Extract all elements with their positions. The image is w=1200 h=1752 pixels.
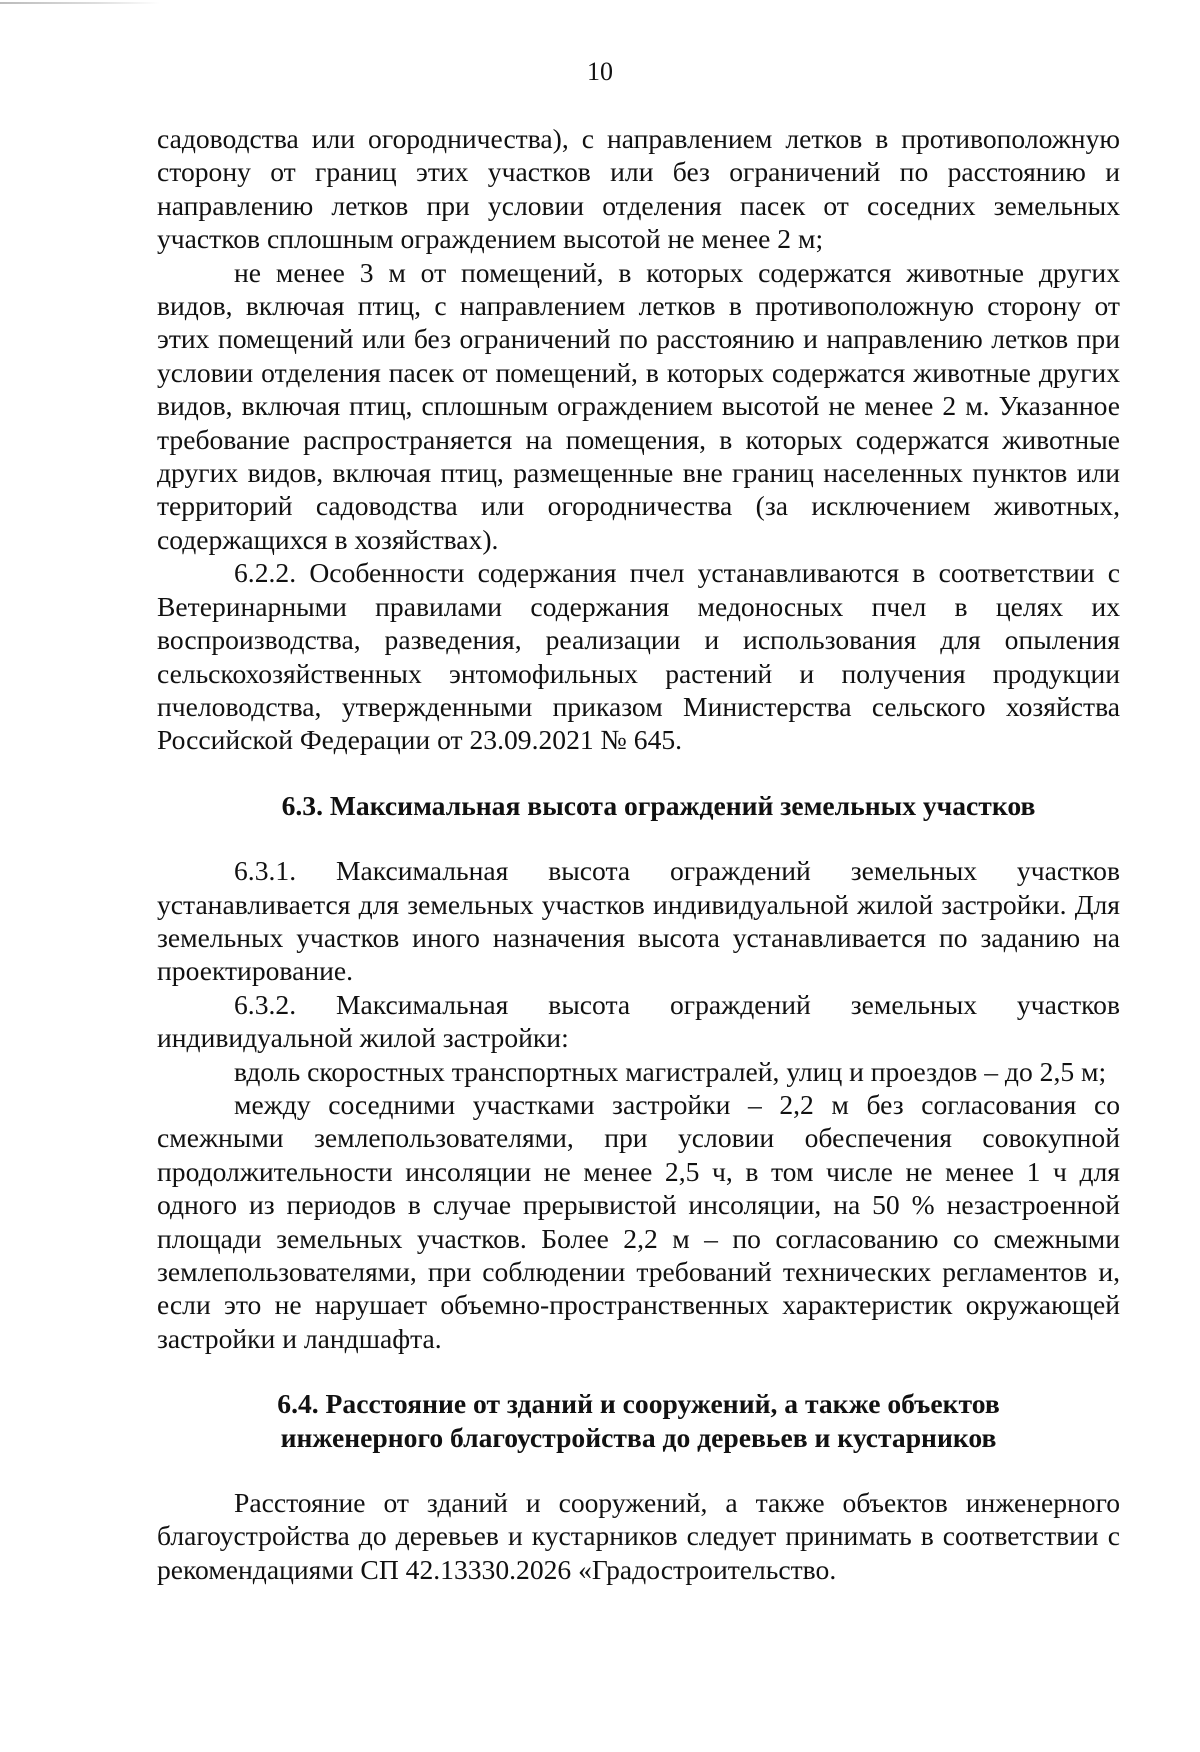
paragraph-6-3-2: 6.3.2. Максимальная высота ограждений земельных участков индивидуальной жилой застройки: bbox=[157, 988, 1120, 1054]
paragraph-continuation: садоводства или огородничества), с направлением летков в противоположную сторону от границ этих участков или без ограничений по расстоянию и направлению летков при условии отделения пасек от соседних земельных участков сплошным ограждением высотой не менее 2 м; bbox=[157, 123, 1120, 255]
section-6-4-heading-line2: инженерного благоустройства до деревьев и кустарников bbox=[280, 1421, 997, 1453]
page-number: 10 bbox=[587, 57, 613, 86]
section-6-4-heading bbox=[157, 1387, 1120, 1454]
paragraph-6-2-2: 6.2.2. Особенности содержания пчел устанавливаются в соответствии с Ветеринарными правилами содержания медоносных пчел в целях их воспроизводства, разведения, реализации и использования для опыления сельскохозяйственных энтомофильных растений и получения продукции пчеловодства, утвержденными приказом Министерства сельского хозяйства Российской Федерации от 23.09.2021 № 645. bbox=[157, 557, 1120, 756]
section-6-4-heading-line1: 6.4. Расстояние от зданий и сооружений, а также объектов bbox=[277, 1388, 1000, 1420]
paragraph-6-3-1: 6.3.1. Максимальная высота ограждений земельных участков устанавливается для земельных участков индивидуальной жилой застройки. Для земельных участков иного назначения высота устанавливается по заданию на проектирование. bbox=[157, 855, 1120, 987]
paragraph-along-roads: вдоль скоростных транспортных магистралей, улиц и проездов – до 2,5 м; bbox=[234, 1055, 1107, 1087]
paragraph-between-plots: между соседними участками застройки – 2,2 м без согласования со смежными землепользователями, при условии обеспечения совокупной продолжительности инсоляции не менее 2,5 ч, в том числе не менее 1 ч для одного из периодов в случае прерывистой инсоляции, на 50 % незастроенной площади земельных участков. Более 2,2 м – по согласованию со смежными землепользователями, при соблюдении требований технических регламентов и, если это не нарушает объемно-пространственных характеристик окружающей застройки и ландшафта. bbox=[157, 1088, 1120, 1354]
paragraph-6-4-distance: Расстояние от зданий и сооружений, а также объектов инженерного благоустройства до деревьев и кустарников следует принимать в соответствии с рекомендациями СП 42.13330.2026 «Градостроительство. bbox=[157, 1487, 1120, 1585]
document-body bbox=[157, 122, 1120, 1586]
section-6-3-heading: 6.3. Максимальная высота ограждений земельных участков bbox=[281, 789, 1036, 821]
paragraph-distance-from-animal-premises: не менее 3 м от помещений, в которых содержатся животные других видов, включая птиц, с направлением летков в противоположную сторону от этих помещений или без ограничений по расстоянию и направлению летков при условии отделения пасек от помещений, в которых содержатся животные других видов, включая птиц, сплошным ограждением высотой не менее 2 м. Указанное требование распространяется на помещения, в которых содержатся животные других видов, включая птиц, размещенные вне границ населенных пунктов или территорий садоводства или огородничества (за исключением животных, содержащихся в хозяйствах). bbox=[157, 256, 1120, 555]
scan-edge-mark bbox=[0, 2, 160, 4]
